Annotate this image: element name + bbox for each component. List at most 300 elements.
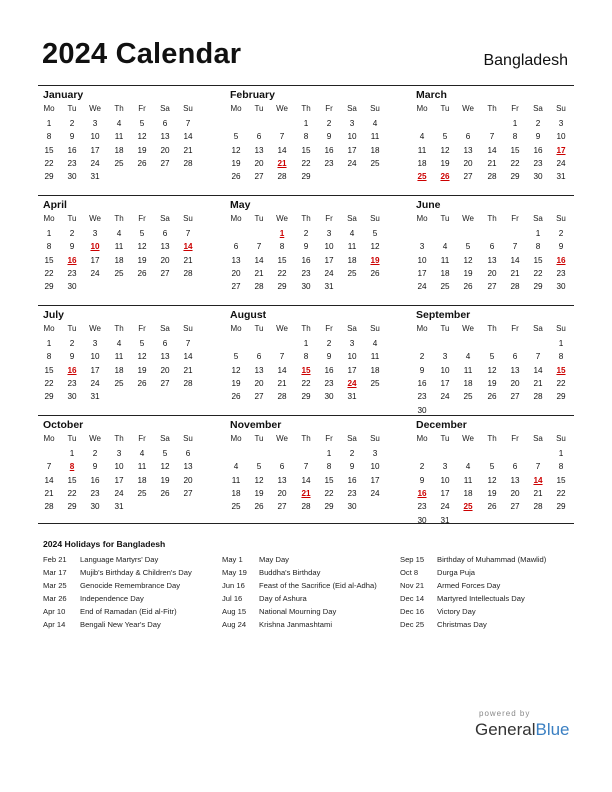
date-cell: 30 — [324, 392, 334, 402]
month-august — [225, 306, 385, 414]
holiday-date: Jul 16 — [222, 594, 243, 603]
date-cell: 22 — [301, 158, 311, 168]
date-cell: 13 — [463, 145, 473, 155]
holiday-list-item — [400, 579, 580, 592]
date-cell: 3 — [372, 449, 378, 458]
date-cell: 12 — [137, 132, 147, 142]
date-cell: 20 — [231, 268, 241, 278]
date-cell: 4 — [116, 119, 122, 128]
date-cell: 30 — [67, 282, 77, 292]
date-cell: 23 — [533, 158, 543, 168]
holiday-date: May 19 — [222, 568, 247, 577]
weekday-header: We — [276, 434, 288, 443]
month-february — [225, 86, 385, 194]
month-name: August — [230, 309, 267, 321]
date-cell: 4 — [372, 119, 378, 128]
date-cell: 14 — [510, 255, 520, 265]
month-name: September — [416, 309, 471, 321]
holiday-date: Apr 10 — [43, 607, 66, 616]
date-cell: 12 — [370, 242, 380, 252]
holidays-title: 2024 Holidays for Bangladesh — [43, 539, 166, 549]
date-cell: 31 — [114, 502, 124, 512]
weekday-header: We — [462, 214, 474, 223]
weekday-header: Tu — [67, 104, 77, 113]
date-cell: 4 — [372, 339, 378, 348]
date-cell: 3 — [92, 229, 98, 238]
date-cell: 22 — [533, 268, 543, 278]
date-cell: 15 — [324, 475, 334, 485]
month-november — [225, 416, 385, 524]
date-cell: 25 — [463, 392, 473, 402]
date-cell: 18 — [114, 255, 124, 265]
date-cell: 19 — [137, 255, 147, 265]
date-cell: 5 — [139, 339, 145, 348]
weekday-header: We — [276, 214, 288, 223]
weekday-header: Th — [487, 214, 497, 223]
date-cell: 6 — [512, 352, 518, 362]
date-cell: 28 — [301, 502, 311, 512]
date-cell: 27 — [160, 268, 170, 278]
holiday-name: Language Martyrs' Day — [80, 555, 159, 564]
date-cell: 4 — [419, 132, 425, 142]
date-cell: 20 — [510, 488, 520, 498]
month-name: November — [230, 419, 282, 431]
date-cell: 30 — [417, 515, 427, 525]
date-cell: 28 — [183, 268, 193, 278]
date-cell: 10 — [90, 352, 100, 362]
date-cell: 15 — [556, 475, 566, 485]
date-cell: 20 — [463, 158, 473, 168]
holiday-date: May 1 — [222, 555, 243, 564]
date-cell: 16 — [90, 475, 100, 485]
date-cell: 10 — [90, 132, 100, 142]
date-cell: 29 — [44, 172, 54, 182]
date-cell: 12 — [254, 475, 264, 485]
holiday-list-item — [222, 553, 402, 566]
date-cell: 17 — [90, 145, 100, 155]
date-cell: 19 — [254, 488, 264, 498]
weekday-header: Su — [183, 214, 193, 223]
date-cell: 23 — [90, 488, 100, 498]
weekday-header: Sa — [160, 324, 170, 333]
date-cell: 27 — [160, 158, 170, 168]
date-cell: 2 — [69, 229, 75, 238]
weekday-header: Tu — [67, 434, 77, 443]
date-cell: 21 — [183, 365, 193, 375]
date-cell: 20 — [510, 378, 520, 388]
holiday-name: Feast of the Sacrifice (Eid al-Adha) — [259, 581, 377, 590]
date-cell: 21 — [533, 488, 543, 498]
date-cell: 6 — [233, 242, 239, 252]
date-cell: 24 — [417, 282, 427, 292]
date-cell: 26 — [463, 282, 473, 292]
date-cell: 7 — [185, 119, 191, 128]
date-cell: 20 — [183, 475, 193, 485]
month-june — [411, 196, 571, 304]
month-january — [38, 86, 198, 194]
date-cell: 25 — [137, 488, 147, 498]
date-cell: 1 — [535, 229, 541, 238]
holiday-name: Mujib's Birthday & Children's Day — [80, 568, 192, 577]
date-cell: 1 — [326, 449, 332, 458]
weekday-header: Fr — [325, 214, 333, 223]
holiday-date-cell: 16 — [67, 365, 77, 375]
holiday-date-cell: 19 — [370, 255, 380, 265]
date-cell: 3 — [442, 352, 448, 362]
weekday-header: We — [276, 104, 288, 113]
holiday-date: Aug 15 — [222, 607, 247, 616]
date-cell: 17 — [324, 255, 334, 265]
date-cell: 10 — [347, 352, 357, 362]
holiday-name: Independence Day — [80, 594, 144, 603]
date-cell: 11 — [137, 462, 147, 472]
page-title: 2024 Calendar — [42, 38, 242, 70]
date-cell: 4 — [465, 462, 471, 472]
month-name: April — [43, 199, 67, 211]
date-cell: 5 — [162, 449, 168, 458]
date-cell: 29 — [533, 282, 543, 292]
date-cell: 13 — [231, 255, 241, 265]
weekday-header: Fr — [325, 104, 333, 113]
holiday-date: Dec 16 — [400, 607, 425, 616]
holiday-list-item — [400, 553, 580, 566]
weekday-header: Sa — [347, 104, 357, 113]
weekday-header: Su — [370, 324, 380, 333]
date-cell: 6 — [162, 229, 168, 238]
date-cell: 28 — [510, 282, 520, 292]
date-cell: 10 — [347, 132, 357, 142]
date-cell: 28 — [183, 158, 193, 168]
date-cell: 25 — [347, 268, 357, 278]
date-cell: 6 — [256, 352, 262, 362]
date-cell: 24 — [370, 488, 380, 498]
weekday-header: Th — [114, 434, 124, 443]
holiday-date-cell: 15 — [301, 365, 311, 375]
date-cell: 17 — [90, 255, 100, 265]
date-cell: 5 — [465, 242, 471, 252]
date-cell: 30 — [533, 172, 543, 182]
date-cell: 10 — [440, 475, 450, 485]
holiday-date: Oct 8 — [400, 568, 419, 577]
date-cell: 11 — [114, 132, 124, 142]
weekday-header: Fr — [511, 214, 519, 223]
date-cell: 24 — [324, 268, 334, 278]
weekday-header: Su — [183, 324, 193, 333]
holiday-date: Dec 14 — [400, 594, 425, 603]
date-cell: 8 — [303, 352, 309, 362]
date-cell: 8 — [326, 462, 332, 472]
date-cell: 29 — [324, 502, 334, 512]
date-cell: 18 — [417, 158, 427, 168]
date-cell: 25 — [370, 158, 380, 168]
date-cell: 18 — [137, 475, 147, 485]
date-cell: 14 — [277, 145, 287, 155]
weekday-header: Tu — [254, 104, 264, 113]
weekday-header: We — [89, 104, 101, 113]
date-cell: 10 — [556, 132, 566, 142]
date-cell: 20 — [254, 378, 264, 388]
date-cell: 18 — [114, 365, 124, 375]
date-cell: 13 — [254, 365, 264, 375]
month-name: July — [43, 309, 65, 321]
holiday-list-item — [222, 605, 402, 618]
holiday-date: Feb 21 — [43, 555, 67, 564]
weekday-header: Mo — [43, 324, 55, 333]
date-cell: 19 — [137, 365, 147, 375]
weekday-header: Tu — [440, 104, 450, 113]
date-cell: 12 — [160, 462, 170, 472]
date-cell: 11 — [463, 365, 473, 375]
date-cell: 20 — [160, 365, 170, 375]
date-cell: 26 — [160, 488, 170, 498]
date-cell: 23 — [324, 158, 334, 168]
date-cell: 15 — [277, 255, 287, 265]
weekday-header: Fr — [511, 104, 519, 113]
month-october — [38, 416, 198, 524]
weekday-header: Sa — [347, 324, 357, 333]
weekday-header: Fr — [138, 104, 146, 113]
holiday-list-item — [43, 605, 223, 618]
holiday-list-item — [43, 618, 223, 631]
weekday-header: Sa — [533, 324, 543, 333]
date-cell: 12 — [487, 475, 497, 485]
date-cell: 20 — [254, 158, 264, 168]
date-cell: 7 — [279, 132, 285, 142]
holiday-date: Nov 21 — [400, 581, 425, 590]
weekday-header: Th — [487, 104, 497, 113]
date-cell: 14 — [301, 475, 311, 485]
holiday-list-item — [222, 566, 402, 579]
date-cell: 9 — [69, 242, 75, 252]
date-cell: 27 — [254, 392, 264, 402]
holiday-name: Armed Forces Day — [437, 581, 501, 590]
date-cell: 6 — [279, 462, 285, 472]
date-cell: 23 — [556, 268, 566, 278]
date-cell: 25 — [440, 282, 450, 292]
date-cell: 10 — [324, 242, 334, 252]
date-cell: 6 — [512, 462, 518, 472]
date-cell: 8 — [46, 132, 52, 142]
date-cell: 22 — [301, 378, 311, 388]
date-cell: 26 — [487, 502, 497, 512]
weekday-header: Mo — [43, 104, 55, 113]
date-cell: 1 — [558, 449, 564, 458]
weekday-header: Tu — [254, 324, 264, 333]
date-cell: 18 — [463, 378, 473, 388]
date-cell: 31 — [556, 172, 566, 182]
weekday-header: We — [462, 324, 474, 333]
weekday-header: Su — [370, 104, 380, 113]
weekday-header: Fr — [138, 324, 146, 333]
weekday-header: We — [89, 214, 101, 223]
month-april — [38, 196, 198, 304]
date-cell: 23 — [67, 158, 77, 168]
holidays-column — [400, 553, 580, 631]
date-cell: 30 — [417, 405, 427, 415]
date-cell: 27 — [277, 502, 287, 512]
weekday-header: Fr — [511, 324, 519, 333]
date-cell: 15 — [510, 145, 520, 155]
date-cell: 3 — [92, 119, 98, 128]
date-cell: 4 — [233, 462, 239, 472]
date-cell: 15 — [67, 475, 77, 485]
date-cell: 17 — [417, 268, 427, 278]
date-cell: 21 — [44, 488, 54, 498]
weekday-header: Su — [183, 104, 193, 113]
date-cell: 23 — [67, 268, 77, 278]
holiday-date-cell: 24 — [347, 378, 357, 388]
date-cell: 21 — [183, 145, 193, 155]
date-cell: 22 — [277, 268, 287, 278]
date-cell: 7 — [185, 229, 191, 238]
date-cell: 2 — [558, 229, 564, 238]
weekday-header: Mo — [43, 214, 55, 223]
holiday-date: Sep 15 — [400, 555, 425, 564]
holiday-list-item — [222, 579, 402, 592]
date-cell: 18 — [463, 488, 473, 498]
date-cell: 14 — [533, 365, 543, 375]
date-cell: 14 — [487, 145, 497, 155]
weekday-header: Th — [301, 434, 311, 443]
date-cell: 22 — [556, 378, 566, 388]
date-cell: 15 — [44, 255, 54, 265]
holiday-date-cell: 1 — [279, 229, 285, 238]
date-cell: 14 — [183, 352, 193, 362]
weekday-header: Th — [301, 104, 311, 113]
date-cell: 17 — [347, 365, 357, 375]
date-cell: 9 — [326, 132, 332, 142]
date-cell: 22 — [324, 488, 334, 498]
date-cell: 1 — [46, 339, 52, 348]
date-cell: 4 — [442, 242, 448, 252]
date-cell: 27 — [487, 282, 497, 292]
date-cell: 11 — [463, 475, 473, 485]
date-cell: 6 — [256, 132, 262, 142]
holiday-list-item — [43, 579, 223, 592]
month-name: February — [230, 89, 275, 101]
date-cell: 22 — [44, 158, 54, 168]
date-cell: 13 — [277, 475, 287, 485]
date-cell: 3 — [558, 119, 564, 128]
date-cell: 3 — [92, 339, 98, 348]
date-cell: 16 — [347, 475, 357, 485]
holiday-list-item — [43, 566, 223, 579]
date-cell: 28 — [533, 502, 543, 512]
date-cell: 27 — [254, 172, 264, 182]
weekday-header: Mo — [416, 104, 428, 113]
date-cell: 21 — [533, 378, 543, 388]
date-cell: 6 — [185, 449, 191, 458]
date-cell: 18 — [347, 255, 357, 265]
date-cell: 20 — [487, 268, 497, 278]
date-cell: 22 — [44, 378, 54, 388]
weekday-header: Mo — [416, 324, 428, 333]
date-cell: 9 — [69, 352, 75, 362]
date-cell: 1 — [46, 229, 52, 238]
date-cell: 5 — [233, 132, 239, 142]
date-cell: 8 — [535, 242, 541, 252]
date-cell: 25 — [114, 268, 124, 278]
date-cell: 7 — [303, 462, 309, 472]
holiday-list-item — [222, 592, 402, 605]
month-may — [225, 196, 385, 304]
holiday-date-cell: 25 — [417, 172, 427, 182]
holiday-name: Birthday of Muhammad (Mawlid) — [437, 555, 547, 564]
holiday-name: Krishna Janmashtami — [259, 620, 333, 629]
date-cell: 27 — [510, 502, 520, 512]
weekday-header: Th — [114, 104, 124, 113]
date-cell: 12 — [487, 365, 497, 375]
date-cell: 11 — [417, 145, 427, 155]
date-cell: 10 — [417, 255, 427, 265]
date-cell: 14 — [277, 365, 287, 375]
date-cell: 24 — [347, 158, 357, 168]
weekday-header: Th — [114, 214, 124, 223]
date-cell: 11 — [440, 255, 450, 265]
date-cell: 29 — [556, 392, 566, 402]
date-cell: 24 — [90, 378, 100, 388]
date-cell: 16 — [67, 145, 77, 155]
month-name: May — [230, 199, 251, 211]
date-cell: 12 — [463, 255, 473, 265]
date-cell: 5 — [442, 132, 448, 142]
date-cell: 10 — [370, 462, 380, 472]
weekday-header: Mo — [230, 324, 242, 333]
date-cell: 15 — [44, 145, 54, 155]
date-cell: 4 — [139, 449, 145, 458]
date-cell: 11 — [370, 352, 380, 362]
weekday-header: Su — [370, 214, 380, 223]
generalblue-logo[interactable] — [475, 720, 570, 740]
date-cell: 3 — [349, 339, 355, 348]
date-cell: 28 — [277, 172, 287, 182]
date-cell: 25 — [370, 378, 380, 388]
date-cell: 12 — [231, 365, 241, 375]
weekday-header: Fr — [511, 434, 519, 443]
holiday-date: Jun 16 — [222, 581, 245, 590]
date-cell: 29 — [556, 502, 566, 512]
date-cell: 28 — [277, 392, 287, 402]
holiday-list-item — [400, 605, 580, 618]
date-cell: 13 — [510, 365, 520, 375]
date-cell: 2 — [326, 339, 332, 348]
date-cell: 26 — [137, 378, 147, 388]
date-cell: 13 — [160, 352, 170, 362]
date-cell: 9 — [419, 365, 425, 375]
date-cell: 28 — [44, 502, 54, 512]
date-cell: 5 — [489, 462, 495, 472]
date-cell: 5 — [233, 352, 239, 362]
date-cell: 24 — [114, 488, 124, 498]
weekday-header: We — [462, 434, 474, 443]
date-cell: 23 — [324, 378, 334, 388]
weekday-header: Fr — [325, 324, 333, 333]
date-cell: 29 — [277, 282, 287, 292]
weekday-header: Mo — [230, 434, 242, 443]
date-cell: 9 — [69, 132, 75, 142]
date-cell: 7 — [46, 462, 52, 472]
date-cell: 19 — [137, 145, 147, 155]
date-cell: 16 — [301, 255, 311, 265]
date-cell: 8 — [46, 352, 52, 362]
date-cell: 2 — [303, 229, 309, 238]
date-cell: 6 — [162, 119, 168, 128]
date-cell: 11 — [370, 132, 380, 142]
weekday-header: Su — [556, 324, 566, 333]
date-cell: 25 — [231, 502, 241, 512]
date-cell: 8 — [558, 462, 564, 472]
date-cell: 31 — [347, 392, 357, 402]
